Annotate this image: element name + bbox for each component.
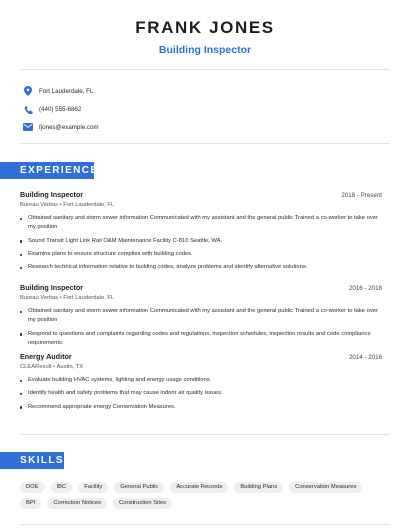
skill-chip: Facility (78, 482, 108, 493)
skills-heading (0, 452, 64, 469)
job-bullet: Obtained sanitary and storm sewer information Communicated with my assistant and the general public Trained a co-worker to take over my position (20, 307, 382, 325)
contact-email (22, 118, 99, 136)
skill-chip: Correction Notices (47, 498, 107, 509)
phone-text: (440) 555-6862 (39, 105, 82, 113)
email-icon (22, 121, 34, 133)
job-dates: 2016 - 2018 (348, 285, 382, 292)
experience-divider (20, 434, 390, 435)
skill-chip: Building Plans (234, 482, 283, 493)
contact-phone (22, 100, 99, 118)
job-entry (20, 190, 382, 277)
skill-chip: DOE (20, 482, 45, 493)
job-bullet: Examine plans to ensure structure complies with building codes. (20, 250, 382, 259)
job-company-location: Bureau Veritas • Fort Lauderdale, FL (20, 295, 115, 301)
skills-heading-text: SKILLS (20, 455, 64, 466)
job-bullet: Recommend appropriate energy Conservation Measures. (20, 403, 382, 412)
job-title: Building Inspector (20, 190, 84, 199)
job-dates: 2014 - 2016 (348, 354, 382, 361)
job-title: Energy Auditor (20, 352, 72, 361)
job-bullet: Obtained sanitary and storm sewer information Communicated with my assistant and the general public Trained a co-worker to take over my position (20, 214, 382, 232)
header-divider (20, 69, 390, 70)
email-text: fjones@example.com (39, 123, 99, 131)
location-pin-icon (22, 85, 34, 97)
skill-chip: Accurate Records (170, 482, 228, 493)
job-company-location: Bureau Veritas • Fort Lauderdale, FL (20, 202, 115, 208)
location-text: Fort Lauderdale, FL (39, 87, 94, 95)
job-title: Building Inspector (20, 283, 84, 292)
phone-icon (22, 103, 34, 115)
skill-chip: Construction Sites (113, 498, 172, 509)
experience-heading-text: EXPERIENCE (20, 165, 99, 176)
job-company-location: CLEAResult • Austin, TX (20, 364, 84, 370)
skills-list (20, 482, 390, 514)
skill-chip: Conservation Measures (289, 482, 362, 493)
job-bullet: Evaluate building HVAC systems, lighting and energy usage conditions. (20, 376, 382, 385)
skill-chip: General Public (114, 482, 164, 493)
candidate-name: FRANK JONES (135, 18, 275, 37)
skill-chip: IBC (51, 482, 73, 493)
skill-chip: BPI (20, 498, 41, 509)
job-bullets (20, 376, 382, 412)
job-entry (20, 352, 382, 416)
resume-header (0, 18, 410, 56)
job-bullets (20, 307, 382, 348)
job-bullet: Sound Transit Light Link Rail O&M Maintenance Facility C-810 Seattle, WA. (20, 237, 382, 246)
job-bullet: Respond to questions and complaints regarding codes and regulations, inspection schedules, inspection results and code compliance requirements. (20, 330, 382, 348)
job-bullets (20, 214, 382, 273)
job-entry (20, 283, 382, 352)
contact-info (22, 82, 99, 136)
bottom-divider (20, 524, 390, 525)
job-bullet: Identify health and safety problems that may cause indoor air quality issues. (20, 389, 382, 398)
contact-divider (20, 143, 390, 144)
job-bullet: Research technical information relative to building codes, analyze problems and identify alternative solutions. (20, 263, 382, 272)
candidate-title: Building Inspector (158, 44, 252, 56)
job-dates: 2018 - Present (341, 192, 382, 199)
contact-location (22, 82, 99, 100)
experience-heading (0, 162, 99, 179)
